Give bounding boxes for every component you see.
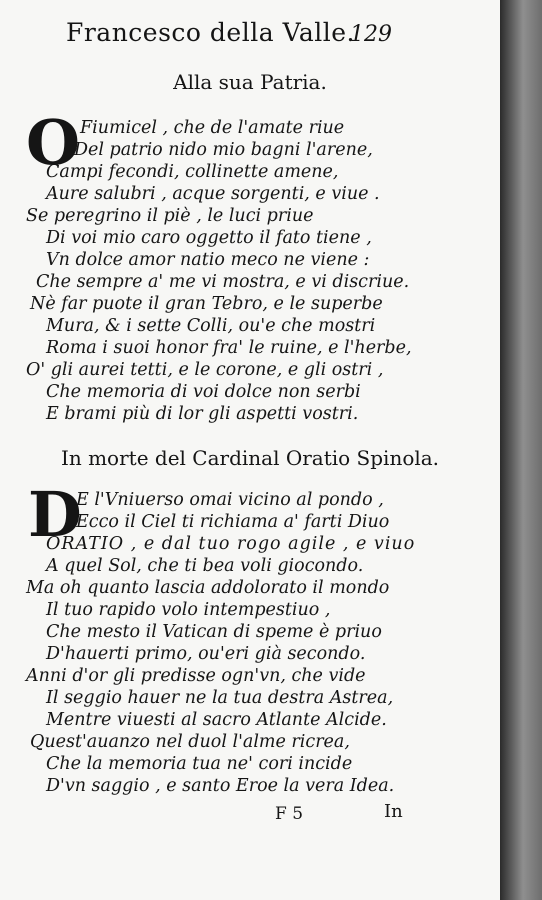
poem-line: Che memoria di voi dolce non serbi	[46, 382, 361, 402]
poem-line: Del patrio nido mio bagni l'arene,	[74, 140, 373, 160]
poem-line: E l'Vniuerso omai vicino al pondo ,	[76, 490, 384, 510]
poem-line: Anni d'or gli predisse ogn'vn, che vide	[26, 666, 366, 686]
poem-title: In morte del Cardinal Oratio Spinola.	[60, 446, 440, 470]
poem-title: Alla sua Patria.	[173, 70, 327, 94]
poem-line: Fiumicel , che de l'amate riue	[80, 118, 345, 138]
running-head: Francesco della Valle.	[66, 18, 355, 47]
poem-line: Il tuo rapido volo intempestiuo ,	[46, 600, 331, 620]
drop-cap: D	[28, 478, 82, 551]
poem-line: Che mesto il Vatican di speme è priuo	[46, 622, 382, 642]
catchword: In	[384, 801, 403, 822]
poem-line: Vn dolce amor natio meco ne viene :	[46, 250, 370, 270]
poem-line: E brami più di lor gli aspetti vostri.	[46, 404, 359, 424]
poem-line: Roma i suoi honor fra' le ruine, e l'herbe,	[46, 338, 412, 358]
drop-cap: O	[26, 106, 81, 179]
poem-line: Aure salubri , acque sorgenti, e viue .	[46, 184, 380, 204]
poem-line: Ma oh quanto lascia addolorato il mondo	[26, 578, 390, 598]
book-spine	[500, 0, 542, 900]
poem-line: Che la memoria tua ne' cori incide	[46, 754, 353, 774]
poem-line: ORATIO , e dal tuo rogo agile , e viuo	[46, 534, 416, 554]
signature-mark: F 5	[275, 804, 304, 824]
poem-line: Di voi mio caro oggetto il fato tiene ,	[46, 228, 372, 248]
poem-line: Campi fecondi, collinette amene,	[46, 162, 339, 182]
poem-line: Quest'auanzo nel duol l'alme ricrea,	[30, 732, 350, 752]
poem-line: D'vn saggio , e santo Eroe la vera Idea.	[46, 776, 395, 796]
poem-line: A quel Sol, che ti bea voli giocondo.	[46, 556, 364, 576]
poem-line: Che sempre a' me vi mostra, e vi discriue.	[36, 272, 410, 292]
poem-line: Mentre viuesti al sacro Atlante Alcide.	[46, 710, 387, 730]
poem-line: Il seggio hauer ne la tua destra Astrea,	[46, 688, 394, 708]
poem-line: Mura, & i sette Colli, ou'e che mostri	[46, 316, 376, 336]
poem-line: Ecco il Ciel ti richiama a' farti Diuo	[76, 512, 390, 532]
poem-line: Se peregrino il piè , le luci priue	[26, 206, 314, 226]
poem-line: O' gli aurei tetti, e le corone, e gli ostri ,	[26, 360, 384, 380]
page-number: 129	[350, 22, 392, 47]
poem-line: D'hauerti primo, ou'eri già secondo.	[46, 644, 366, 664]
poem-line: Nè far puote il gran Tebro, e le superbe	[30, 294, 383, 314]
